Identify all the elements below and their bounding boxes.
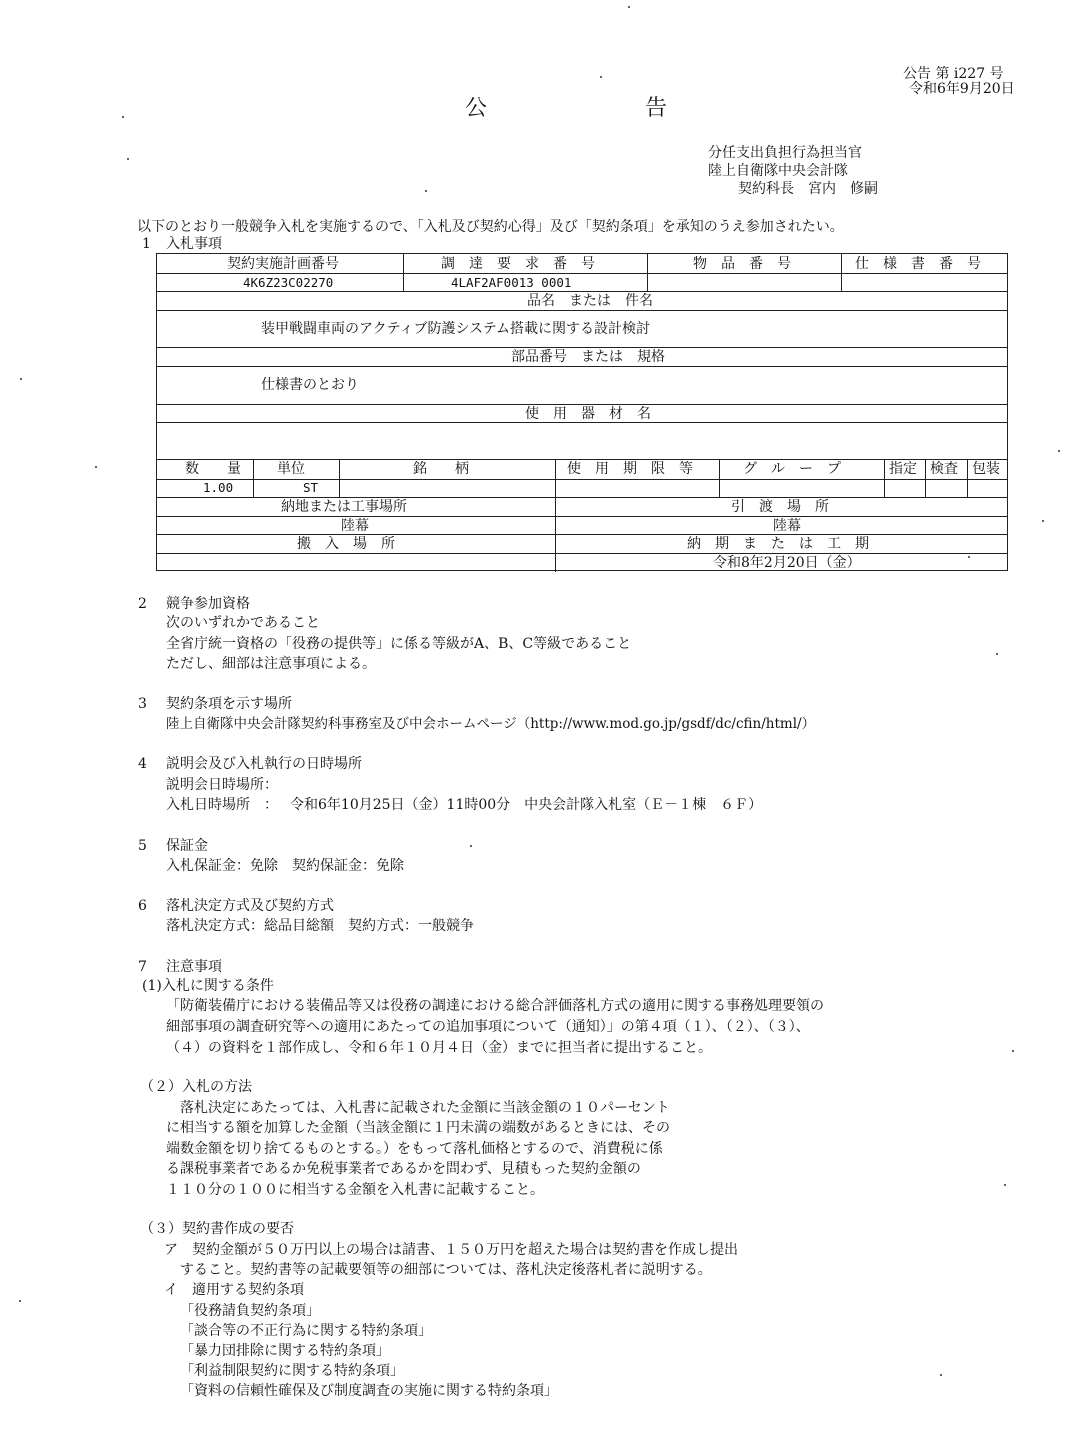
section3-line: 陸上自衛隊中央会計隊契約科事務室及び中会ホームページ（http://www.mod.go.jp/gsdf/dc/cfin/html/） — [166, 716, 816, 732]
section5-number: 5 — [138, 838, 147, 854]
quantity-value: 1.00 — [203, 480, 234, 495]
issuer-title: 分任支出負担行為担当官 — [708, 145, 862, 161]
scan-speck — [1042, 520, 1044, 522]
sub2-line-5: １１０分の１００に相当する金額を入札書に記載すること。 — [166, 1182, 544, 1198]
scan-speck — [20, 378, 22, 380]
intro-text: 以下のとおり一般競争入札を実施するので、「入札及び契約心得」及び「契約条項」を承知のうえ参加されたい。 — [137, 219, 844, 235]
header-procurement-no: 調 達 要 求 番 号 — [441, 256, 595, 272]
issuer-person: 契約科長 宮内 修嗣 — [738, 181, 878, 197]
header-inspection: 検査 — [930, 461, 958, 477]
header-brand: 銘 柄 — [413, 461, 469, 477]
header-contract-plan-no: 契約実施計画番号 — [227, 256, 339, 272]
header-spec-no: 仕 様 書 番 号 — [855, 256, 981, 272]
section2-number: 2 — [138, 596, 147, 612]
sub2-line-4: る課税事業者であるか免税事業者であるかを問わず、見積もった契約金額の — [166, 1161, 641, 1177]
section5-line: 入札保証金：免除 契約保証金：免除 — [166, 858, 404, 874]
section1-number: 1 — [142, 236, 151, 252]
section7-number: 7 — [138, 959, 147, 975]
procurement-no: 4LAF2AF0013 0001 — [451, 275, 572, 290]
section3-heading: 契約条項を示す場所 — [166, 696, 292, 712]
header-delivery-place: 納地または工事場所 — [281, 499, 407, 515]
sub3-a-line-2: すること。契約書等の記載要領等の細部については、落札決定後落札者に説明する。 — [180, 1262, 712, 1278]
scan-speck — [1012, 1050, 1014, 1052]
unit-value: ST — [303, 480, 319, 495]
section6-line: 落札決定方式：総品目総額 契約方式：一般競争 — [166, 918, 474, 934]
section4-heading: 説明会及び入札執行の日時場所 — [166, 756, 362, 772]
section7-heading: 注意事項 — [166, 959, 222, 975]
header-part-no: 部品番号 または 規格 — [511, 349, 665, 365]
header-deadline: 使 用 期 限 等 — [567, 461, 693, 477]
sub2-line-1: 落札決定にあたっては、入札書に記載された金額に当該金額の１０パーセント — [180, 1100, 670, 1116]
bid-value: 令和6年10月25日（金）11時00分 中央会計隊入札室（Ｅ－１棟 ６Ｆ） — [290, 797, 763, 813]
section1-heading: 入札事項 — [166, 236, 222, 252]
scan-speck — [95, 466, 97, 468]
contract-plan-no: 4K6Z23C02270 — [243, 275, 334, 290]
scan-speck — [628, 6, 630, 8]
header-item-no: 物 品 番 号 — [693, 256, 791, 272]
sub1-line-1: 「防衛装備庁における装備品等又は役務の調達における総合評価落札方式の適用に関する事務処理要領の — [166, 998, 824, 1014]
header-group: グ ル ー プ — [743, 461, 841, 477]
scan-speck — [425, 190, 427, 192]
scan-speck — [470, 845, 472, 847]
page-title: 公告 — [465, 96, 826, 121]
section2-heading: 競争参加資格 — [166, 596, 250, 612]
bid-items-table — [156, 253, 1008, 571]
clause-4: 「利益制限契約に関する特約条項」 — [180, 1363, 404, 1379]
scan-speck — [122, 116, 124, 118]
header-packing: 包装 — [972, 461, 1000, 477]
header-due-date: 納 期 ま た は 工 期 — [687, 536, 869, 552]
clause-5: 「資料の信頼性確保及び制度調査の実施に関する特約条項」 — [180, 1383, 558, 1399]
clause-1: 「役務請負契約条項」 — [180, 1303, 320, 1319]
header-item-name: 品名 または 件名 — [527, 293, 653, 309]
issuer-organization: 陸上自衛隊中央会計隊 — [708, 163, 848, 179]
scan-speck — [940, 1374, 942, 1376]
header-unit: 単位 — [277, 461, 305, 477]
sub1-heading: (1)入札に関する条件 — [142, 978, 274, 994]
sub1-line-3: （４）の資料を１部作成し、令和６年１０月４日（金）までに担当者に提出すること。 — [166, 1040, 712, 1056]
sub2-line-2: に相当する額を加算した金額（当該金額に１円未満の端数があるときには、その — [166, 1120, 670, 1136]
scan-speck — [127, 158, 129, 160]
header-carry-in-place: 搬 入 場 所 — [297, 536, 395, 552]
section6-heading: 落札決定方式及び契約方式 — [166, 898, 334, 914]
section6-number: 6 — [138, 898, 147, 914]
part-no: 仕様書のとおり — [261, 377, 359, 393]
notice-number: 公告 第 i227 号 — [903, 66, 1004, 82]
scan-speck — [600, 76, 602, 78]
handover-place: 陸幕 — [773, 518, 801, 534]
scan-speck — [19, 1300, 21, 1302]
header-designated: 指定 — [889, 461, 917, 477]
scan-speck — [1058, 450, 1060, 452]
briefing-label: 説明会日時場所： — [166, 777, 278, 793]
clause-2: 「談合等の不正行為に関する特約条項」 — [180, 1323, 432, 1339]
section5-heading: 保証金 — [166, 838, 208, 854]
due-date: 令和8年2月20日（金） — [713, 555, 861, 571]
sub1-line-2: 細部事項の調査研究等への適用にあたっての追加事項について（通知）」の第４項（１）、（２）、（３）、 — [166, 1019, 810, 1035]
section4-number: 4 — [138, 756, 147, 772]
section2-line-1: 次のいずれかであること — [166, 615, 320, 631]
sub3-a-line-1: ア 契約金額が５０万円以上の場合は請書、１５０万円を超えた場合は契約書を作成し提出 — [164, 1242, 738, 1258]
sub3-b-heading: イ 適用する契約条項 — [164, 1282, 304, 1298]
scan-speck — [996, 653, 998, 655]
section2-line-3: ただし、細部は注意事項による。 — [166, 656, 376, 672]
delivery-place: 陸幕 — [341, 518, 369, 534]
header-equipment: 使 用 器 材 名 — [525, 406, 651, 422]
header-handover-place: 引 渡 場 所 — [731, 499, 829, 515]
sub3-heading: （３）契約書作成の要否 — [140, 1221, 294, 1237]
notice-date: 令和6年9月20日 — [909, 81, 1015, 97]
clause-3: 「暴力団排除に関する特約条項」 — [180, 1343, 390, 1359]
section3-number: 3 — [138, 696, 147, 712]
scan-speck — [1004, 1184, 1006, 1186]
header-quantity: 数 量 — [185, 461, 241, 477]
scan-speck — [968, 556, 970, 558]
sub2-heading: （２）入札の方法 — [140, 1079, 252, 1095]
item-name: 装甲戦闘車両のアクティブ防護システム搭載に関する設計検討 — [261, 321, 651, 337]
section2-line-2: 全省庁統一資格の「役務の提供等」に係る等級がA、B、C等級であること — [166, 636, 632, 652]
sub2-line-3: 端数金額を切り捨てるものとする。）をもって落札価格とするので、消費税に係 — [166, 1141, 663, 1157]
bid-label: 入札日時場所 ： — [166, 797, 278, 813]
